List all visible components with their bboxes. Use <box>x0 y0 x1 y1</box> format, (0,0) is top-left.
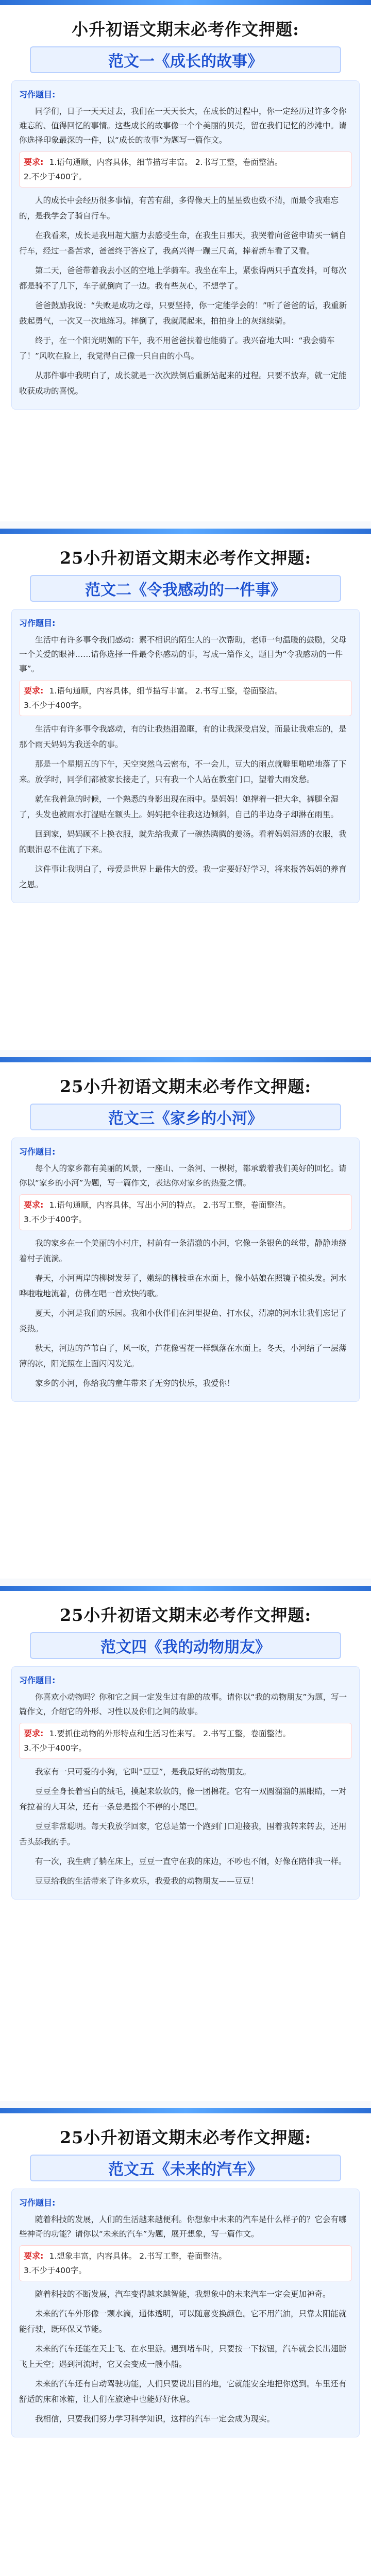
prompt-text: 随着科技的发展，人们的生活越来越便利。你想象中未来的汽车是什么样子的？它会有哪些神奇的功能？请你以“未来的汽车”为题，展开想象，写一篇作文。 <box>19 2215 347 2239</box>
section-header <box>0 1591 371 1629</box>
section-content <box>11 609 360 903</box>
requirement-item: 2.不少于400字。 <box>24 172 87 181</box>
essay-paragraph: 随着科技的不断发展，汽车变得越来越智能，我想象中的未来汽车一定会更加神奇。 <box>35 2290 331 2299</box>
essay-paragraph: 豆豆给我的生活带来了许多欢乐，我爱我的动物朋友——豆豆！ <box>35 1876 259 1886</box>
prompt-label: 习作题目: <box>19 618 56 628</box>
essay-paragraph: 在我看来，成长是我用超大脑力去感受生命，在我生日那天，我哭着向爸爸申请买一辆自行车，经过一番苦求，爸爸终于答应了，我高兴得一蹦三尺高，捧着新车看了又看。 <box>19 231 347 256</box>
section-header <box>0 534 371 572</box>
section-content <box>11 80 360 410</box>
requirement-item: 1.想象丰富，内容具体。 2.书写工整，卷面整洁。 <box>49 2251 227 2261</box>
prompt-text: 每个人的家乡都有美丽的风景，一座山、一条河、一棵树，都承载着我们美好的回忆。请你以“家乡的小河”为题，写一篇作文，表达你对家乡的热爱之情。 <box>19 1164 347 1188</box>
requirement-item: 1.要抓住动物的外形特点和生活习性来写。 2.书写工整，卷面整洁。 <box>49 1729 291 1738</box>
section-content <box>11 1138 360 1402</box>
essay-paragraph: 爸爸鼓励我说：“失败是成功之母，只要坚持，你一定能学会的！”听了爸爸的话，我重新鼓起勇气，一次又一次地练习。摔倒了，我就爬起来，拍拍身上的灰继续骑。 <box>19 301 347 326</box>
prompt-text: 生活中有许多事令我们感动：素不相识的陌生人的一次帮助，老师一句温暖的鼓励，父母一个关爱的眼神……请你选择一件最令你感动的事，写成一篇作文，题目为“令我感动的一件事”。 <box>19 635 347 673</box>
essay-paragraph: 生活中有许多事令我感动，有的让我热泪盈眶，有的让我深受启发，而最让我难忘的，是那个雨天妈妈为我送伞的事。 <box>19 724 347 749</box>
requirement-item: 3.不少于400字。 <box>24 1743 87 1753</box>
essay-paragraph: 那是一个星期五的下午，天空突然乌云密布，不一会儿，豆大的雨点就噼里啪啦地落了下来。放学时，同学们都被家长接走了，只有我一个人站在教室门口，望着大雨发愁。 <box>19 759 347 784</box>
essay-paragraph: 就在我着急的时候，一个熟悉的身影出现在雨中。是妈妈！她撑着一把大伞，裤腿全湿了，头发也被雨水打湿贴在额头上。妈妈把伞往我这边倾斜，自己的半边身子却淋在雨里。 <box>19 794 339 819</box>
requirements-title: 要求: <box>24 1200 44 1210</box>
section-title: 25小升初语文期末必考作文押题: <box>59 548 312 568</box>
requirements-title: 要求: <box>24 2251 44 2261</box>
section-header <box>0 5 371 43</box>
prompt-text: 同学们，日子一天天过去，我们在一天天长大，在成长的过程中，你一定经历过许多令你难忘的、值得回忆的事情。这些成长的故事像一个个美丽的贝壳，留在我们记忆的沙滩中。请你选择印象最深的一件，以“成长的故事”为题写一篇作文。 <box>19 107 347 145</box>
section-title: 小升初语文期末必考作文押题: <box>72 20 299 39</box>
requirement-item: 1.语句通顺，内容具体，细节描写丰富。 2.书写工整，卷面整洁。 <box>49 686 283 696</box>
section-subtitle: 范文二《令我感动的一件事》 <box>30 575 341 602</box>
section-5 <box>0 2108 371 2576</box>
requirement-item: 3.不少于400字。 <box>24 1215 87 1224</box>
requirements-box <box>19 1723 352 1759</box>
section-title: 25小升初语文期末必考作文押题: <box>59 1077 312 1096</box>
section-topbar <box>0 1586 371 1591</box>
prompt-label: 习作题目: <box>19 2198 56 2208</box>
requirements-title: 要求: <box>24 157 44 167</box>
essay-paragraph: 终于，在一个阳光明媚的下午，我不用爸爸扶着也能骑了。我兴奋地大叫：“我会骑车了！”风吹在脸上，我觉得自己像一只自由的小鸟。 <box>19 336 335 361</box>
requirement-item: 1.语句通顺，内容具体，细节描写丰富。 2.书写工整，卷面整洁。 <box>49 158 283 167</box>
section-topbar <box>0 529 371 534</box>
essay-paragraph: 夏天，小河是我们的乐园。我和小伙伴们在河里捉鱼、打水仗，清凉的河水让我们忘记了炎热。 <box>19 1309 347 1333</box>
section-1 <box>0 0 371 521</box>
section-3 <box>0 1057 371 1579</box>
section-topbar <box>0 2108 371 2113</box>
section-content <box>11 1666 360 1900</box>
requirements-box <box>19 680 352 716</box>
requirements-box <box>19 151 352 188</box>
prompt-label: 习作题目: <box>19 90 56 99</box>
section-topbar <box>0 1057 371 1062</box>
section-topbar <box>0 0 371 5</box>
section-2 <box>0 529 371 1050</box>
essay-paragraph: 家乡的小河，你给我的童年带来了无穷的快乐，我爱你！ <box>35 1379 235 1388</box>
essay-paragraph: 春天，小河两岸的柳树发芽了，嫩绿的柳枝垂在水面上，像小姑娘在照镜子梳头发。河水哗啦啦地流着，仿佛在唱一首欢快的歌。 <box>19 1274 347 1298</box>
essay-paragraph: 第二天，爸爸带着我去小区的空地上学骑车。我坐在车上，紧张得两只手直发抖，可每次都是骑不了几下，车子就倒向了一边。我有些灰心，不想学了。 <box>19 266 347 291</box>
essay-paragraph: 我的家乡在一个美丽的小村庄，村前有一条清澈的小河，它像一条银色的丝带，静静地绕着村子流淌。 <box>19 1239 347 1263</box>
requirement-item: 1.语句通顺，内容具体，写出小河的特点。 2.书写工整，卷面整洁。 <box>49 1200 291 1210</box>
essay-paragraph: 有一次，我生病了躺在床上，豆豆一直守在我的床边，不吵也不闹，好像在陪伴我一样。 <box>35 1857 347 1866</box>
section-header <box>0 1062 371 1100</box>
requirement-item: 3.不少于400字。 <box>24 701 87 710</box>
essay-paragraph: 秋天，河边的芦苇白了，风一吹，芦花像雪花一样飘落在水面上。冬天，小河结了一层薄薄的冰，阳光照在上面闪闪发光。 <box>19 1344 347 1368</box>
essay-paragraph: 未来的汽车还有自动驾驶功能，人们只要说出目的地，它就能安全地把你送到。车里还有舒适的床和冰箱，让人们在旅途中也能好好休息。 <box>19 2379 347 2404</box>
essay-paragraph: 从那件事中我明白了，成长就是一次次跌倒后重新站起来的过程。只要不放弃，就一定能收获成功的喜悦。 <box>19 371 347 396</box>
requirements-title: 要求: <box>24 1728 44 1738</box>
requirements-box <box>19 1194 352 1230</box>
essay-paragraph: 豆豆非常聪明。每天我放学回家，它总是第一个跑到门口迎接我，围着我转来转去，还用舌头舔我的手。 <box>19 1822 347 1846</box>
essay-paragraph: 我相信，只要我们努力学习科学知识，这样的汽车一定会成为现实。 <box>35 2414 275 2424</box>
essay-paragraph: 回到家，妈妈顾不上换衣服，就先给我煮了一碗热腾腾的姜汤。看着妈妈湿透的衣服，我的眼泪忍不住流了下来。 <box>19 829 347 854</box>
essay-paragraph: 人的成长中会经历很多事情，有苦有甜，多得像天上的星星数也数不清，而最令我难忘的，是我学会了骑自行车。 <box>19 196 339 221</box>
section-subtitle: 范文三《家乡的小河》 <box>30 1104 341 1130</box>
requirements-title: 要求: <box>24 686 44 696</box>
requirement-item: 3.不少于400字。 <box>24 2266 87 2275</box>
section-4 <box>0 1586 371 2101</box>
section-title: 25小升初语文期末必考作文押题: <box>59 1605 312 1625</box>
prompt-label: 习作题目: <box>19 1675 56 1685</box>
essay-paragraph: 未来的汽车还能在天上飞、在水里游。遇到堵车时，只要按一下按钮，汽车就会长出翅膀飞上天空；遇到河流时，它又会变成一艘小船。 <box>19 2344 347 2369</box>
section-content <box>11 2189 360 2437</box>
prompt-text: 你喜欢小动物吗？你和它之间一定发生过有趣的故事。请你以“我的动物朋友”为题，写一篇作文，介绍它的外形、习性以及你们之间的故事。 <box>19 1692 347 1716</box>
section-subtitle: 范文四《我的动物朋友》 <box>30 1632 341 1659</box>
section-subtitle: 范文五《未来的汽车》 <box>30 2155 341 2181</box>
section-title: 25小升初语文期末必考作文押题: <box>59 2128 312 2147</box>
prompt-label: 习作题目: <box>19 1147 56 1157</box>
section-header <box>0 2113 371 2151</box>
section-subtitle: 范文一《成长的故事》 <box>30 46 341 73</box>
essay-paragraph: 这件事让我明白了，母爱是世界上最伟大的爱。我一定要好好学习，将来报答妈妈的养育之恩。 <box>19 865 347 889</box>
essay-paragraph: 我家有一只可爱的小狗，它叫“豆豆”，是我最好的动物朋友。 <box>35 1767 251 1776</box>
requirements-box <box>19 2245 352 2281</box>
essay-paragraph: 豆豆全身长着雪白的绒毛，摸起来软软的，像一团棉花。它有一双圆溜溜的黑眼睛，一对耷拉着的大耳朵，还有一条总是摇个不停的小尾巴。 <box>19 1787 347 1811</box>
essay-paragraph: 未来的汽车外形像一颗水滴，通体透明，可以随意变换颜色。它不用汽油，只靠太阳能就能行驶，既环保又节能。 <box>19 2309 347 2334</box>
